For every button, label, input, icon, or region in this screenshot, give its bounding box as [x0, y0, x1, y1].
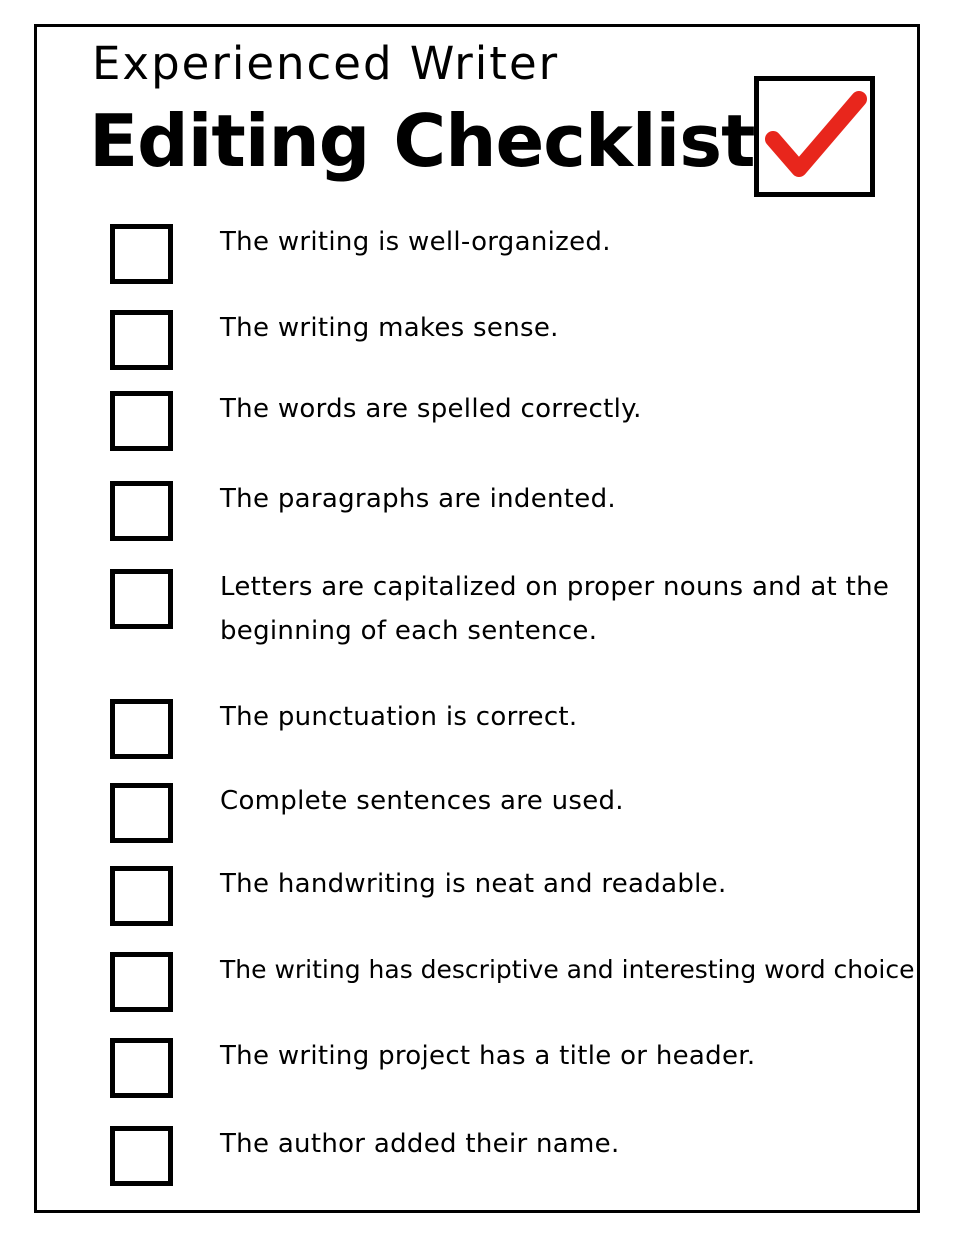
subtitle: Experienced Writer	[92, 37, 560, 90]
checklist-item-label: The handwriting is neat and readable.	[220, 869, 727, 899]
checkbox[interactable]	[110, 391, 173, 451]
checklist-sheet	[34, 24, 923, 1213]
checkbox[interactable]	[110, 224, 173, 284]
checklist-item-label: The punctuation is correct.	[220, 702, 578, 732]
checkbox[interactable]	[110, 1038, 173, 1098]
checklist-item-label: The words are spelled correctly.	[220, 394, 642, 424]
checklist-item-label: The paragraphs are indented.	[220, 484, 616, 514]
checklist-item-label: The writing has descriptive and interesting word choice.	[220, 955, 923, 984]
checklist-item-label: The author added their name.	[220, 1129, 620, 1159]
checkmark-icon	[759, 81, 870, 192]
page-title: Editing Checklist	[89, 99, 755, 183]
checkbox[interactable]	[110, 481, 173, 541]
checkbox[interactable]	[110, 1126, 173, 1186]
checklist-item-label: The writing is well-organized.	[220, 227, 611, 257]
checkbox[interactable]	[110, 783, 173, 843]
checklist-item-label: The writing makes sense.	[220, 313, 559, 343]
checkbox[interactable]	[110, 699, 173, 759]
checkbox[interactable]	[110, 310, 173, 370]
checklist-item-label: Complete sentences are used.	[220, 786, 624, 816]
checklist-item-label: Letters are capitalized on proper nouns and at the beginning of each sentence.	[220, 572, 890, 646]
checkbox[interactable]	[110, 952, 173, 1012]
checklist-item-label: The writing project has a title or header.	[220, 1041, 756, 1071]
checked-badge	[754, 76, 875, 197]
checkbox[interactable]	[110, 866, 173, 926]
checkbox[interactable]	[110, 569, 173, 629]
